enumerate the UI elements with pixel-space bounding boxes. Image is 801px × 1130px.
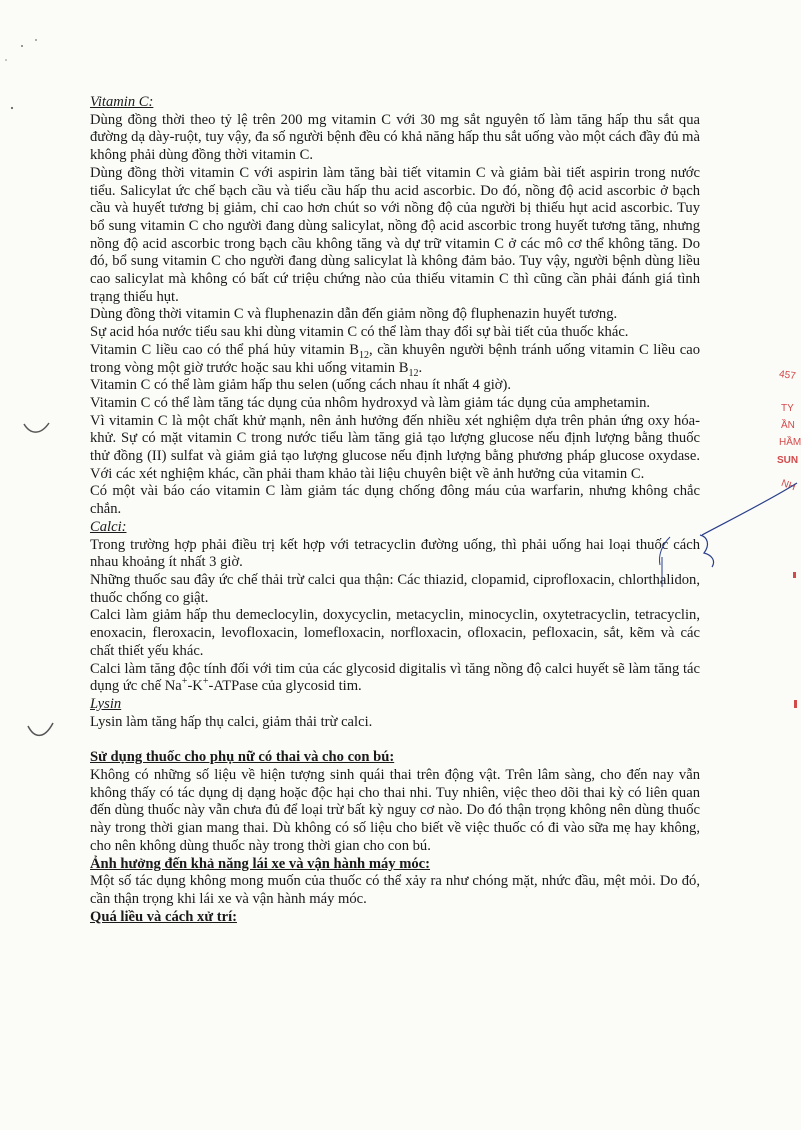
paragraph: Dùng đồng thời vitamin C và fluphenazin dẫn đến giảm nồng độ fluphenazin huyết tương. <box>90 306 618 323</box>
paragraph <box>90 342 700 377</box>
paragraph: Có một vài báo cáo vitamin C làm giảm tác dụng chống đông máu của warfarin, nhưng không chắc chắn. <box>90 483 700 518</box>
scan-specks <box>0 0 60 120</box>
text-run: , cần khuyên người bệnh tránh uống vitamin C liều cao trong vòng một giờ trước hoặc sau khi uống vitamin B <box>90 341 701 376</box>
binder-mark-icon <box>26 720 56 744</box>
text-run: -K <box>187 678 203 695</box>
section-title-vitamin-c: Vitamin C: <box>90 94 154 110</box>
paragraph: Calci làm giảm hấp thu demeclocylin, doxycyclin, metacyclin, minocyclin, oxytetracyclin, tetracyclin, enoxacin, fleroxacin, levofloxacin, lomefloxacin, norfloxacin, ofloxacin, pefloxacin, sắt, kẽm và các chất thiết yếu khác. <box>90 607 700 659</box>
pen-signature-mark <box>640 475 799 595</box>
paragraph: Dùng đồng thời theo tỷ lệ trên 200 mg vitamin C với 30 mg sắt nguyên tố làm tăng hấp thu sắt qua đường dạ dày-ruột, tuy vậy, đa số người bệnh đều có khả năng hấp thu sắt uống vào một cách đầy đủ mà không phải dùng đồng thời vitamin C. <box>90 111 700 164</box>
stamp-edge-marks <box>785 560 799 720</box>
paragraph: Một số tác dụng không mong muốn của thuốc có thể xảy ra như chóng mặt, nhức đầu, mệt mỏi. Do đó, cần thận trọng khi lái xe và vận hành máy móc. <box>90 873 700 907</box>
text-run: Calci làm tăng độc tính đối với tim của các glycosid digitalis vì tăng nồng độ calci huyết sẽ làm tăng tác dụng ức chế Na <box>90 660 700 695</box>
paragraph: Dùng đồng thời vitamin C với aspirin làm tăng bài tiết vitamin C và giảm bài tiết aspirin trong nước tiểu. Salicylat ức chế bạch cầu và tiểu cầu hấp thu acid ascorbic. Do đó, nồng độ acid ascorbic ở bạch cầu và huyết tương bị giảm, chỉ cao hơn chút so với nồng độ của người bị thiếu hụt acid ascorbic. Tuy bổ sung vitamin C cho người đang dùng salicylat, nồng độ acid ascorbic trong huyết tương tăng, nhưng nồng độ acid ascorbic trong bạch cầu không tăng và dự trữ vitamin C ở các mô cơ thể không tăng. Do đó, bổ sung vitamin C cho người đang dùng salicylat là không đảm bảo. Tuy vậy, người bệnh dùng liều cao salicylat mà không có bất cứ triệu chứng nào của thiếu vitamin C thì cũng cần phải đánh giá tình trạng thiếu hụt. <box>90 164 700 305</box>
text-run: -ATPase của glycosid tim. <box>208 678 362 695</box>
paragraph <box>90 661 700 696</box>
paragraph: Vitamin C có thể làm giảm hấp thu selen (uống cách nhau ít nhất 4 giờ). <box>90 377 512 394</box>
stamp-fragment: TY <box>781 403 794 414</box>
superscript: + <box>181 676 188 688</box>
heading-driving: Ảnh hưởng đến khả năng lái xe và vận hành máy móc: <box>90 855 431 872</box>
stamp-fragment: 457 <box>778 368 797 383</box>
stamp-fragment: ẦN <box>781 420 795 431</box>
paragraph: Sự acid hóa nước tiểu sau khi dùng vitamin C có thể làm thay đổi sự bài tiết của thuốc khác. <box>90 324 629 341</box>
paragraph: Vì vitamin C là một chất khử mạnh, nên ảnh hưởng đến nhiều xét nghiệm dựa trên phản ứng oxy hóa-khử. Sự có mặt vitamin C trong nước tiểu làm tăng giả tạo lượng glucose nếu định lượng bằng thuốc thử đồng (II) sulfat và giảm giả tạo lượng glucose nếu định lượng bằng phương pháp glucose oxydase. Với các xét nghiệm khác, cần phải tham khảo tài liệu chuyên biệt về ảnh hưởng của vitamin C. <box>90 412 700 482</box>
binder-mark-icon <box>22 420 52 440</box>
paragraph: Trong trường hợp phải điều trị kết hợp với tetracyclin đường uống, thì phải uống hai loại thuốc cách nhau khoảng ít nhất 3 giờ. <box>90 536 700 571</box>
stamp-fragment: SUN <box>777 455 799 466</box>
subscript: 12 <box>359 349 369 361</box>
section-title-calci: Calci: <box>90 518 127 535</box>
heading-pregnancy: Sử dụng thuốc cho phụ nữ có thai và cho con bú: <box>90 749 395 766</box>
stamp-fragment: HẦM <box>779 437 801 448</box>
heading-overdose: Quá liều và cách xử trí: <box>90 908 237 925</box>
text-run: Vitamin C liều cao có thể phá hủy vitamin B <box>90 341 359 358</box>
paragraph: Lysin làm tăng hấp thụ calci, giảm thải trừ calci. <box>90 713 373 730</box>
text-run: . <box>418 359 423 376</box>
document-body <box>90 94 700 926</box>
paragraph: Những thuốc sau đây ức chế thải trừ calci qua thận: Các thiazid, clopamid, ciprofloxacin, chlorthalidon, thuốc chống co giật. <box>90 571 700 606</box>
section-title-lysin: Lysin <box>90 695 122 712</box>
paragraph: Không có những số liệu về hiện tượng sinh quái thai trên động vật. Trên lâm sàng, cho đến nay vẫn không thấy có tác dụng dị dạng hoặc độc hại cho thai nhi. Tuy nhiên, việc theo dõi thai kỳ có liên quan đến dùng thuốc này vẫn chưa đủ để loại trừ bất kỳ nguy cơ nào. Do đó thận trọng không nên dùng thuốc này trong thời gian mang thai. Dù không có số liệu cho biết về việc thuốc có đi vào sữa mẹ hay không, cho nên không dùng thuốc này trong thời gian cho con bú. <box>90 767 700 854</box>
paragraph: Vitamin C có thể làm tăng tác dụng của nhôm hydroxyd và làm giảm tác dụng của amphetamin. <box>90 394 651 411</box>
superscript: + <box>202 676 209 688</box>
subscript: 12 <box>408 367 419 379</box>
stamp-fragment: NH <box>779 477 797 494</box>
